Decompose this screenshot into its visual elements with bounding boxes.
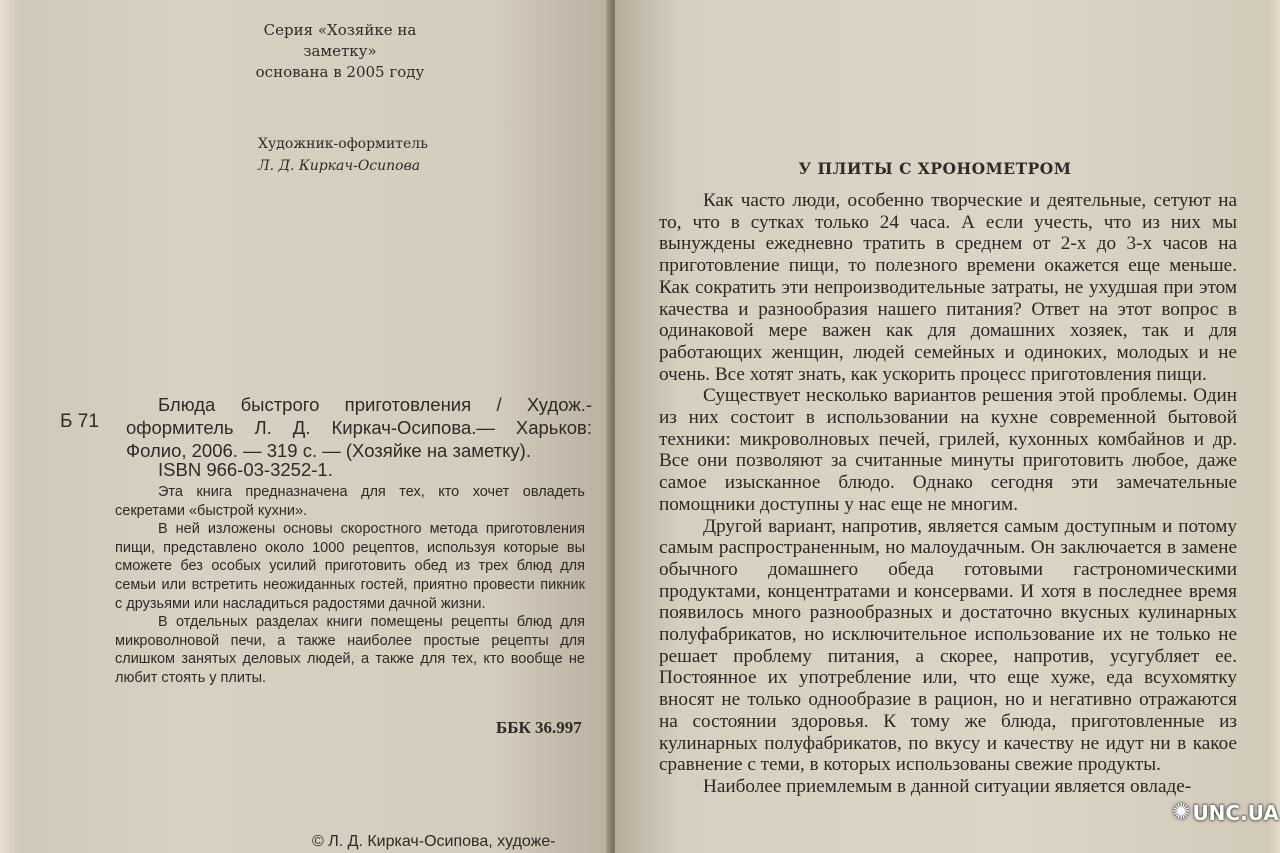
- annotation-paragraph-3: В отдельных разделах книги помещены рецепты блюд для микроволновой печи, а также наиболее простые рецепты для слишком занятых деловых людей, а также для тех, кто вообще не любит стоять у плиты.: [115, 614, 585, 686]
- chapter-title: У ПЛИТЫ С ХРОНОМЕТРОМ: [798, 159, 1072, 178]
- left-page: [0, 0, 612, 853]
- series-line-1: Серия «Хозяйке на заметку»: [263, 21, 417, 60]
- series-info: [230, 20, 450, 83]
- body-paragraph-2: Существует несколько вариантов решения этой проблемы. Один из них состоит в использовании на кухне современной бытовой техники: микроволновых печей, грилей, кухонных комбайнов и др. Все они позволяют за считанные минуты приготовить любое, даже самое изысканное блюдо. Однако сегодня эти замечательные помощники доступны у нас еще не многим.: [659, 385, 1237, 515]
- right-page: [615, 0, 1280, 853]
- annotation: [115, 483, 585, 688]
- sparkle-icon: ✺: [1172, 800, 1191, 825]
- artist-role: Художник-оформитель: [258, 136, 428, 152]
- left-page-edge: [0, 0, 20, 853]
- site-watermark: [1172, 800, 1279, 825]
- right-page-edge: [1266, 0, 1280, 853]
- artist-name: Л. Д. Киркач-Осипова: [258, 158, 421, 174]
- chapter-body: [659, 190, 1237, 798]
- isbn: ISBN 966-03-3252-1.: [158, 459, 333, 480]
- body-paragraph-4: Наиболее приемлемым в данной ситуации является овладе-: [703, 775, 1192, 797]
- bibliographic-record: Блюда быстрого приготовления / Худож.-оформитель Л. Д. Киркач-Осипова.— Харьков: Фолио, 2006. — 319 с. — (Хозяйке на заметку).: [126, 394, 592, 461]
- catalog-code: Б 71: [60, 411, 99, 432]
- annotation-paragraph-2: В ней изложены основы скоростного метода приготовления пищи, представлено около 1000 рецептов, используя которые вы сможете без особых усилий приготовить обед из трех блюд для семьи или встретить неожиданных гостей, приятно провести пикник с друзьями или насладиться радостями дачной жизни.: [115, 521, 585, 612]
- series-line-2: основана в 2005 году: [255, 63, 425, 81]
- body-paragraph-3: Другой вариант, напротив, является самым доступным и потому самым распространенным, но малоудачным. Он заключается в замене обычного домашнего обеда готовыми гастрономическими продуктами, концентратами и консервами. И хотя в последнее время появилось много разнообразных и достаточно вкусных кулинарных полуфабрикатов, но исключительное использование их не только не решает проблему питания, а скорее, напротив, усугубляет ее. Постоянное их употребление или, что еще хуже, еда всухомятку вносят не только однообразие в рацион, но и негативно отражаются на состоянии здоровья. К тому же блюда, приготовленные из кулинарных полуфабрикатов, по вкусу и качеству не идут ни в какое сравнение с теми, в которых использованы свежие продукты.: [659, 515, 1237, 776]
- bbk-index: ББК 36.997: [496, 718, 582, 737]
- copyright-line: © Л. Д. Киркач-Осипова, художе-: [312, 833, 556, 850]
- body-paragraph-1: Как часто люди, особенно творческие и деятельные, сетуют на то, что в сутках только 24 часа. А если учесть, что из них мы вынуждены ежедневно тратить в среднем от 2-х до 3-х часов на приготовление пищи, то полезного времени окажется еще меньше. Как сократить эти непроизводительные затраты, не ухудшая при этом качества и разнообразия нашего питания? Ответ на этот вопрос в одинаковой мере важен как для домашних хозяек, так и для работающих женщин, людей семейных и одиноких, молодых и не очень. Все хотят знать, как ускорить процесс приготовления пищи.: [659, 190, 1237, 385]
- annotation-paragraph-1: Эта книга предназначена для тех, кто хочет овладеть секретами «быстрой кухни».: [115, 484, 585, 519]
- watermark-text: UNC.UA: [1192, 800, 1279, 825]
- artist-credit: [258, 133, 428, 177]
